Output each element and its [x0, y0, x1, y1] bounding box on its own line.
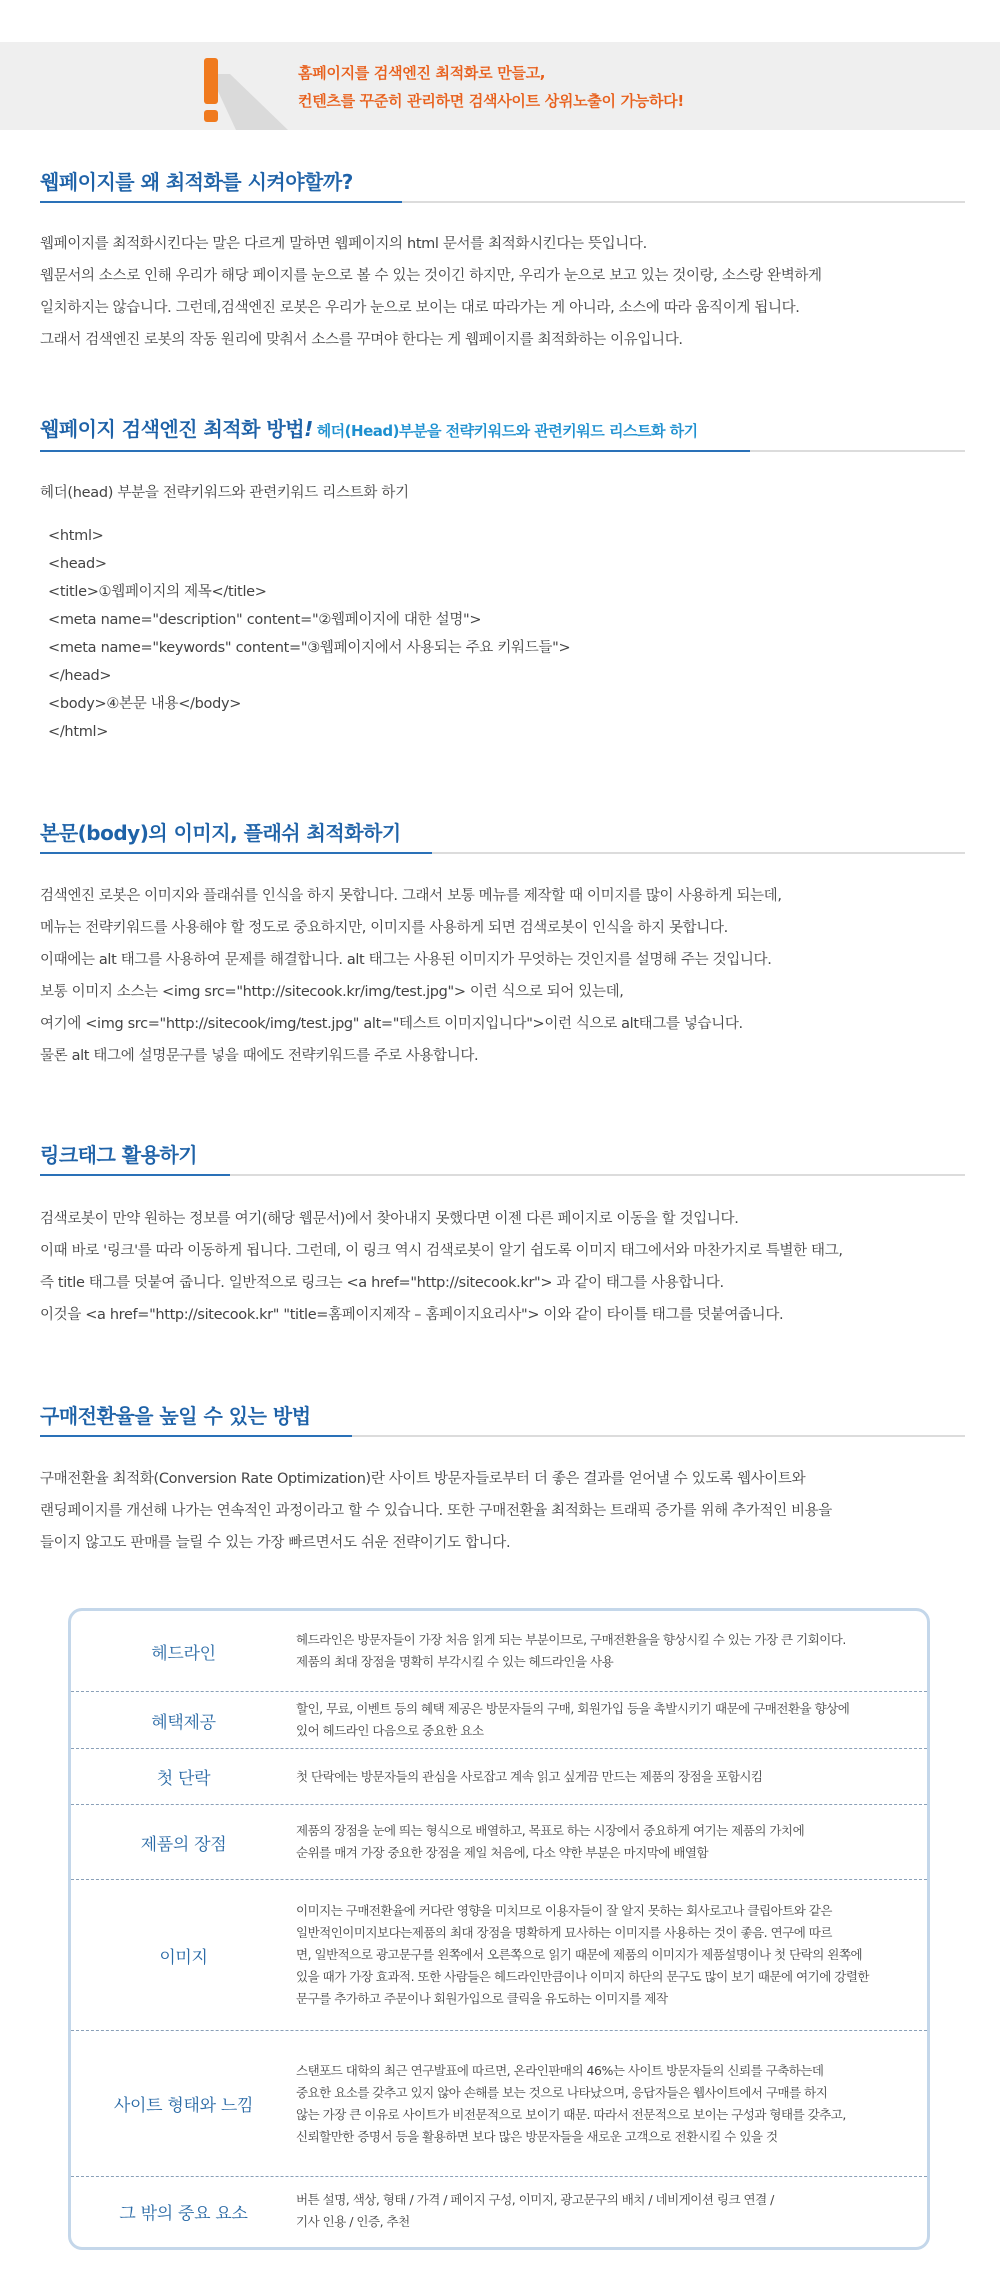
section-5-body: [40, 1463, 970, 1559]
row-description: [296, 2177, 918, 2245]
section-4-divider: [40, 1174, 965, 1176]
table-row: [71, 2177, 927, 2245]
row-description: [296, 1611, 918, 1691]
code-line: <body>④본문 내용</body>: [48, 696, 242, 712]
section-3-body: [40, 880, 970, 1072]
exclamation-icon: [196, 54, 296, 130]
section-2-title-mark: !: [304, 417, 313, 441]
head-code-sample: [48, 522, 570, 746]
code-line: <html>: [48, 528, 104, 544]
section-3-line: 이때에는 alt 태그를 사용하여 문제를 해결합니다. alt 태그는 사용된 이미지가 무엇하는 것인지를 설명해 주는 것입니다.: [40, 952, 772, 968]
section-1-line: 일치하지는 않습니다. 그런데,검색엔진 로봇은 우리가 눈으로 보이는 대로 따라가는 게 아니라, 소스에 따라 움직이게 됩니다.: [40, 300, 800, 316]
table-row: [71, 1805, 927, 1880]
table-row: [71, 2031, 927, 2177]
code-line: </html>: [48, 724, 109, 740]
table-row: [71, 1749, 927, 1805]
row-desc-line: 제품의 장점을 눈에 띄는 형식으로 배열하고, 목표로 하는 시장에서 중요하게 여기는 제품의 가치에: [296, 1823, 805, 1838]
row-description: [296, 1692, 918, 1748]
row-description: [296, 1749, 918, 1804]
code-line: <meta name="keywords" content="③웹페이지에서 사용되는 주요 키워드들">: [48, 640, 571, 656]
section-2-subtitle: 헤더(Head)부분을 전략키워드와 관련키워드 리스트화 하기: [316, 422, 698, 440]
section-3-line: 보통 이미지 소스는 <img src="http://sitecook.kr/img/test.jpg"> 이런 식으로 되어 있는데,: [40, 984, 624, 1000]
table-row: [71, 1611, 927, 1692]
section-3-title: 본문(body)의 이미지, 플래쉬 최적화하기: [40, 821, 401, 845]
row-desc-line: 일반적인이미지보다는제품의 최대 장점을 명확하게 묘사하는 이미지를 사용하는 것이 좋음. 연구에 따르: [296, 1925, 832, 1940]
section-3-line: 물론 alt 태그에 설명문구를 넣을 때에도 전략키워드를 주로 사용합니다.: [40, 1048, 479, 1064]
row-desc-line: 신뢰할만한 증명서 등을 활용하면 보다 많은 방문자들을 새로운 고객으로 전환시킬 수 있을 것: [296, 2128, 778, 2144]
row-desc-line: 있어 헤드라인 다음으로 중요한 요소: [296, 1723, 484, 1738]
section-4-line: 이것을 <a href="http://sitecook.kr" "title=홈페이지제작 – 홈페이지요리사"> 이와 같이 타이틀 태그를 덧붙여줍니다.: [40, 1307, 784, 1323]
section-4-body: [40, 1203, 970, 1331]
row-description: [296, 1805, 918, 1879]
row-desc-line: 할인, 무료, 이벤트 등의 혜택 제공은 방문자들의 구매, 회원가입 등을 촉발시키기 때문에 구매전환율 향상에: [296, 1701, 850, 1716]
section-1-body: [40, 228, 970, 356]
row-desc-line: 제품의 최대 장점을 명확히 부각시킬 수 있는 헤드라인을 사용: [296, 1654, 614, 1669]
row-description: [296, 2031, 918, 2176]
conversion-factors-table: [68, 1608, 930, 2250]
row-desc-line: 이미지는 구매전환율에 커다란 영향을 미치므로 이용자들이 잘 알지 못하는 회사로고나 클립아트와 같은: [296, 1903, 832, 1918]
row-label: 이미지: [159, 1947, 208, 1968]
section-4-line: 즉 title 태그를 덧붙여 줍니다. 일반적으로 링크는 <a href="http://sitecook.kr"> 과 같이 태그를 사용합니다.: [40, 1275, 724, 1291]
row-label: 사이트 형태와 느낌: [113, 2096, 254, 2116]
section-5-line: 랜딩페이지를 개선해 나가는 연속적인 과정이라고 할 수 있습니다. 또한 구매전환율 최적화는 트래픽 증가를 위해 추가적인 비용을: [40, 1503, 832, 1519]
section-2-divider: [40, 450, 965, 452]
row-desc-line: 문구를 추가하고 주문이나 회원가입으로 클릭을 유도하는 이미지를 제작: [296, 1991, 668, 2006]
row-description: [296, 1880, 918, 2030]
table-row: [71, 1692, 927, 1749]
banner-line-1: 홈페이지를 검색엔진 최적화로 만들고,: [298, 64, 546, 82]
section-3-line: 메뉴는 전략키워드를 사용해야 할 정도로 중요하지만, 이미지를 사용하게 되면 검색로봇이 인식을 하지 못합니다.: [40, 920, 728, 936]
row-desc-line: 순위를 매겨 가장 중요한 장점을 제일 처음에, 다소 약한 부분은 마지막에 배열함: [296, 1845, 709, 1860]
section-1-title: 웹페이지를 왜 최적화를 시켜야할까?: [40, 170, 353, 194]
section-3-line: 여기에 <img src="http://sitecook/img/test.jpg" alt="테스트 이미지입니다">이런 식으로 alt태그를 넣습니다.: [40, 1016, 743, 1032]
row-label: 첫 단락: [156, 1769, 211, 1789]
row-desc-line: 기사 인용 / 인증, 추천: [296, 2214, 410, 2229]
code-line: <meta name="description" content="②웹페이지에 대한 설명">: [48, 612, 482, 628]
top-banner: [0, 42, 1000, 130]
section-5-divider: [40, 1435, 965, 1437]
row-desc-line: 버튼 설명, 색상, 형태 / 가격 / 페이지 구성, 이미지, 광고문구의 배치 / 네비게이션 링크 연결 /: [296, 2192, 774, 2207]
section-1-line: 웹문서의 소스로 인해 우리가 해당 페이지를 눈으로 볼 수 있는 것이긴 하지만, 우리가 눈으로 보고 있는 것이랑, 소스랑 완벽하게: [40, 268, 822, 284]
section-5-line: 구매전환율 최적화(Conversion Rate Optimization)란 사이트 방문자들로부터 더 좋은 결과를 얻어낼 수 있도록 웹사이트와: [40, 1471, 806, 1487]
row-desc-line: 첫 단락에는 방문자들의 관심을 사로잡고 계속 읽고 싶게끔 만드는 제품의 장점을 포함시킴: [296, 1768, 763, 1784]
banner-line-2: 컨텐츠를 꾸준히 관리하면 검색사이트 상위노출이 가능하다!: [298, 92, 684, 110]
code-line: </head>: [48, 668, 112, 684]
row-label: 혜택제공: [151, 1712, 216, 1733]
section-2-title: [40, 413, 698, 442]
row-desc-line: 중요한 요소를 갖추고 있지 않아 손해를 보는 것으로 나타났으며, 응답자들은 웹사이트에서 구매를 하지: [296, 2084, 828, 2100]
section-5-line: 들이지 않고도 판매를 늘릴 수 있는 가장 빠르면서도 쉬운 전략이기도 합니다.: [40, 1535, 511, 1551]
section-4-line: 이때 바로 '링크'를 따라 이동하게 됩니다. 그런데, 이 링크 역시 검색로봇이 알기 쉽도록 이미지 태그에서와 마찬가지로 특별한 태그,: [40, 1243, 843, 1259]
section-3-line: 검색엔진 로봇은 이미지와 플래쉬를 인식을 하지 못합니다. 그래서 보통 메뉴를 제작할 때 이미지를 많이 사용하게 되는데,: [40, 888, 782, 904]
section-4-title: 링크태그 활용하기: [40, 1143, 198, 1167]
section-2-title-text: 웹페이지 검색엔진 최적화 방법: [40, 417, 305, 441]
section-2-intro: 헤더(head) 부분을 전략키워드와 관련키워드 리스트화 하기: [40, 485, 409, 501]
row-label: 그 밖의 중요 요소: [119, 2203, 248, 2224]
section-4-line: 검색로봇이 만약 원하는 정보를 여기(해당 웹문서)에서 찾아내지 못했다면 이젠 다른 페이지로 이동을 할 것입니다.: [40, 1211, 739, 1227]
row-label: 헤드라인: [151, 1643, 216, 1664]
section-3-divider: [40, 852, 965, 854]
section-1-line: 그래서 검색엔진 로봇의 작동 원리에 맞춰서 소스를 꾸며야 한다는 게 웹페이지를 최적화하는 이유입니다.: [40, 332, 683, 348]
section-5-title: 구매전환율을 높일 수 있는 방법: [40, 1404, 311, 1428]
row-desc-line: 면, 일반적으로 광고문구를 왼쪽에서 오른쪽으로 읽기 때문에 제품의 이미지가 제품설명이나 첫 단락의 왼쪽에: [296, 1947, 863, 1962]
section-1-line: 웹페이지를 최적화시킨다는 말은 다르게 말하면 웹페이지의 html 문서를 최적화시킨다는 뜻입니다.: [40, 236, 647, 252]
row-desc-line: 헤드라인은 방문자들이 가장 처음 읽게 되는 부분이므로, 구매전환율을 향상시킬 수 있는 가장 큰 기회이다.: [296, 1632, 846, 1647]
row-desc-line: 스탠포드 대학의 최근 연구발표에 따르면, 온라인판매의 46%는 사이트 방문자들의 신뢰를 구축하는데: [296, 2062, 824, 2078]
table-row: [71, 1880, 927, 2031]
row-desc-line: 않는 가장 큰 이유로 사이트가 비전문적으로 보이기 때문. 따라서 전문적으로 보이는 구성과 형태를 갖추고,: [296, 2106, 846, 2122]
code-line: <head>: [48, 556, 107, 572]
code-line: <title>①웹페이지의 제목</title>: [48, 584, 267, 600]
section-1-divider: [40, 201, 965, 203]
row-desc-line: 있을 때가 가장 효과적. 또한 사람들은 헤드라인만큼이나 이미지 하단의 문구도 많이 보기 때문에 여기에 강렬한: [296, 1969, 869, 1984]
row-label: 제품의 장점: [140, 1834, 227, 1855]
